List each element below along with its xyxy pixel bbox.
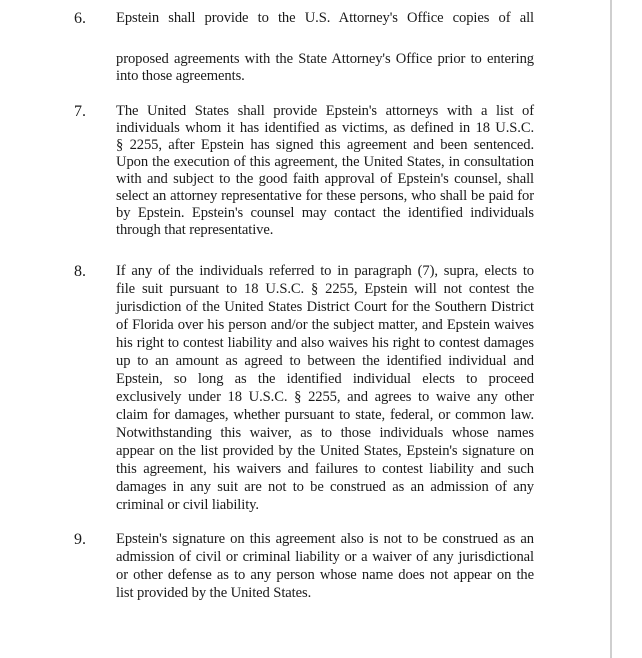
paragraph-number: 9. bbox=[74, 531, 86, 548]
paragraph-line: Epstein shall provide to the U.S. Attorney's Office copies of all bbox=[116, 10, 534, 26]
paragraph-line: appear on the list provided by the United States, Epstein's signature on bbox=[116, 443, 534, 459]
paragraph-line: If any of the individuals referred to in paragraph (7), supra, elects to bbox=[116, 263, 534, 279]
paragraph-line: through that representative. bbox=[116, 222, 274, 238]
paragraph-line: or other defense as to any person whose name does not appear on the bbox=[116, 567, 534, 583]
paragraph-line: this agreement, his waivers and failures to contest liability and such bbox=[116, 461, 534, 477]
paragraph-line: Notwithstanding this waiver, as to those individuals whose names bbox=[116, 425, 534, 441]
paragraph-number: 8. bbox=[74, 263, 86, 280]
paragraph-line: Upon the execution of this agreement, the United States, in consultation bbox=[116, 154, 534, 170]
paragraph-number: 6. bbox=[74, 10, 86, 27]
paragraph-line: up to an amount as agreed to between the identified individual and bbox=[116, 353, 534, 369]
paragraph-line: list provided by the United States. bbox=[116, 585, 312, 601]
paragraph-number: 7. bbox=[74, 103, 86, 120]
paragraph-line: criminal or civil liability. bbox=[116, 497, 259, 513]
paragraph-line: exclusively under 18 U.S.C. § 2255, and agrees to waive any other bbox=[116, 389, 534, 405]
paragraph-line: into those agreements. bbox=[116, 68, 245, 84]
paragraph-line: The United States shall provide Epstein's attorneys with a list of bbox=[116, 103, 534, 119]
paragraph-line: damages in any suit are not to be construed as an admission of any bbox=[116, 479, 534, 495]
paragraph-line: Epstein's signature on this agreement also is not to be construed as an bbox=[116, 531, 534, 547]
paragraph-line: his right to contest liability and also waives his right to contest damages bbox=[116, 335, 534, 351]
paragraph-line: admission of civil or criminal liability or a waiver of any jurisdictional bbox=[116, 549, 534, 565]
paragraph-line: with and subject to the good faith approval of Epstein's counsel, shall bbox=[116, 171, 534, 187]
paragraph-line: proposed agreements with the State Attorney's Office prior to entering bbox=[116, 51, 534, 67]
paragraph-line: jurisdiction of the United States District Court for the Southern District bbox=[116, 299, 534, 315]
paragraph-line: § 2255, after Epstein has signed this agreement and been sentenced. bbox=[116, 137, 534, 153]
paragraph-line: of Florida over his person and/or the subject matter, and Epstein waives bbox=[116, 317, 534, 333]
paragraph-line: claim for damages, whether pursuant to state, federal, or common law. bbox=[116, 407, 534, 423]
paragraph-line: individuals whom it has identified as victims, as defined in 18 U.S.C. bbox=[116, 120, 534, 136]
paragraph-line: by Epstein. Epstein's counsel may contact the identified individuals bbox=[116, 205, 534, 221]
page-edge-shadow bbox=[610, 0, 612, 658]
paragraph-line: file suit pursuant to 18 U.S.C. § 2255, Epstein will not contest the bbox=[116, 281, 534, 297]
paragraph-line: Epstein, so long as the identified individual elects to proceed bbox=[116, 371, 534, 387]
paragraph-line: select an attorney representative for these persons, who shall be paid for bbox=[116, 188, 534, 204]
